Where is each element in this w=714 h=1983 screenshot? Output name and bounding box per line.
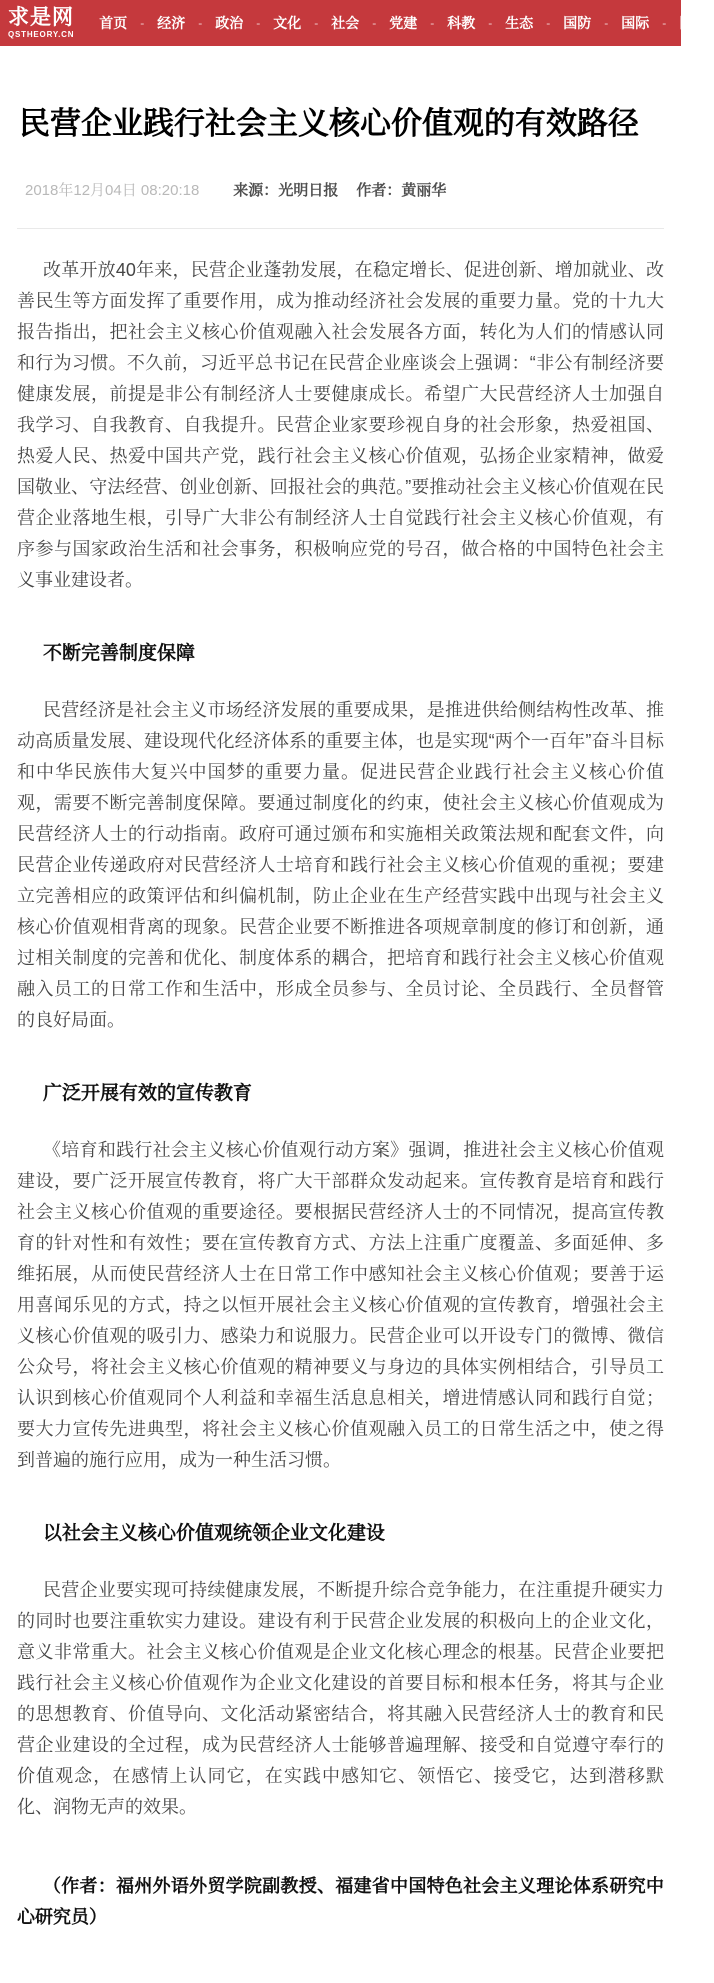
nav-separator: -: [140, 16, 145, 30]
site-logo-title: 求是网: [8, 6, 74, 29]
paragraph: 民营经济是社会主义市场经济发展的重要成果，是推进供给侧结构性改革、推动高质量发展、建设现代化经济体系的重要主体，也是实现“两个一百年”奋斗目标和中华民族伟大复兴中国梦的重要力量。促进民营企业践行社会主义核心价值观，需要不断完善制度保障。要通过制度化的约束，使社会主义核心价值观成为民营经济人士的行动指南。政府可通过颁布和实施相关政策法规和配套文件，向民营企业传递政府对民营经济人士培育和践行社会主义核心价值观的重视；要建立完善相应的政策评估和纠偏机制，防止企业在生产经营实践中出现与社会主义核心价值观相背离的现象。民营企业要不断推进各项规章制度的修订和创新，通过相关制度的完善和优化、制度体系的耦合，把培育和践行社会主义核心价值观融入员工的日常工作和生活中，形成全员参与、全员讨论、全员践行、全员督管的良好局面。: [17, 700, 664, 1030]
nav-separator: -: [546, 16, 551, 30]
article-section-system-guarantee: [17, 638, 664, 1036]
article-body: [17, 255, 664, 1933]
article-title: 民营企业践行社会主义核心价值观的有效路径: [19, 106, 639, 141]
meta-divider: [17, 228, 664, 229]
article-container: [0, 96, 681, 1983]
nav-item-society[interactable]: 社会: [331, 15, 360, 31]
article-section-corporate-culture: [17, 1518, 664, 1823]
paragraph: 《培育和践行社会主义核心价值观行动方案》强调，推进社会主义核心价值观建设，要广泛开展宣传教育，将广大干部群众发动起来。宣传教育是培育和践行社会主义核心价值观的重要途径。要根据民营经济人士的不同情况，提高宣传教育的针对性和有效性；要在宣传教育方式、方法上注重广度覆盖、多面延伸、多维拓展，从而使民营经济人士在日常工作中感知社会主义核心价值观；要善于运用喜闻乐见的方式，持之以恒开展社会主义核心价值观的宣传教育，增强社会主义核心价值观的吸引力、感染力和说服力。民营企业可以开设专门的微博、微信公众号，将社会主义核心价值观的精神要义与身边的具体实例相结合，引导员工认识到核心价值观同个人利益和幸福生活息息相关，增进情感认同和践行自觉；要大力宣传先进典型，将社会主义核心价值观融入员工的日常生活之中，使之得到普遍的施行应用，成为一种生活习惯。: [17, 1140, 664, 1470]
article-author: [356, 181, 446, 201]
nav-item-home[interactable]: 首页: [99, 15, 128, 31]
nav-separator: -: [314, 16, 319, 30]
section-heading: 广泛开展有效的宣传教育: [43, 1083, 253, 1104]
article-section-intro: [17, 255, 664, 596]
nav-separator: -: [662, 16, 667, 30]
paragraph: 改革开放40年来，民营企业蓬勃发展，在稳定增长、促进创新、增加就业、改善民生等方面发挥了重要作用，成为推动经济社会发展的重要力量。党的十九大报告指出，把社会主义核心价值观融入社会发展各方面，转化为人们的情感认同和行为习惯。不久前，习近平总书记在民营企业座谈会上强调：“非公有制经济要健康发展，前提是非公有制经济人士要健康成长。希望广大民营经济人士加强自我学习、自我教育、自我提升。民营企业家要珍视自身的社会形象，热爱祖国、热爱人民、热爱中国共产党，践行社会主义核心价值观，弘扬企业家精神，做爱国敬业、守法经营、创业创新、回报社会的典范。”要推动社会主义核心价值观在民营企业落地生根，引导广大非公有制经济人士自觉践行社会主义核心价值观，有序参与国家政治生活和社会事务，积极响应党的号召，做合格的中国特色社会主义事业建设者。: [17, 260, 664, 590]
publish-datetime: 2018年12月04日 08:20:18: [25, 182, 200, 199]
article-meta: [25, 181, 664, 201]
article-source: [233, 181, 338, 201]
article-section-publicity-education: [17, 1078, 664, 1476]
site-logo-subtitle: QSTHEORY.CN: [8, 30, 75, 39]
author-label: 作者：: [356, 182, 402, 199]
nav-separator: -: [488, 16, 493, 30]
source-value: 光明日报: [278, 182, 339, 199]
nav-item-politics[interactable]: 政治: [215, 15, 244, 31]
nav-item-defense[interactable]: 国防: [563, 15, 592, 31]
nav-separator: -: [604, 16, 609, 30]
nav-item-international[interactable]: 国际: [621, 15, 650, 31]
author-value: 黄丽华: [401, 182, 447, 199]
nav-separator: -: [430, 16, 435, 30]
nav-item-books[interactable]: 图书: [679, 15, 708, 31]
nav-item-ecology[interactable]: 生态: [505, 15, 534, 31]
paragraph: 民营企业要实现可持续健康发展，不断提升综合竞争能力，在注重提升硬实力的同时也要注重软实力建设。建设有利于民营企业发展的积极向上的企业文化，意义非常重大。社会主义核心价值观是企业文化核心理念的根基。民营企业要把践行社会主义核心价值观作为企业文化建设的首要目标和根本任务，将其与企业的思想教育、价值导向、文化活动紧密结合，将其融入民营经济人士的教育和民营企业建设的全过程，成为民营经济人士能够普遍理解、接受和自觉遵守奉行的价值观念，在感情上认同它，在实践中感知它、领悟它、接受它，达到潜移默化、润物无声的效果。: [17, 1580, 664, 1817]
nav-separator: -: [256, 16, 261, 30]
nav-item-party-building[interactable]: 党建: [389, 15, 418, 31]
main-nav: [92, 13, 714, 33]
nav-item-economy[interactable]: 经济: [157, 15, 186, 31]
nav-item-sci-edu[interactable]: 科教: [447, 15, 476, 31]
section-heading: 不断完善制度保障: [43, 643, 196, 664]
source-label: 来源：: [233, 182, 279, 199]
site-logo[interactable]: [8, 7, 74, 39]
author-note: （作者：福州外语外贸学院副教授、福建省中国特色社会主义理论体系研究中心研究员）: [17, 1876, 664, 1927]
nav-separator: -: [372, 16, 377, 30]
nav-separator: -: [198, 16, 203, 30]
site-header: [0, 0, 708, 46]
section-heading: 以社会主义核心价值观统领企业文化建设: [43, 1523, 386, 1544]
nav-item-culture[interactable]: 文化: [273, 15, 302, 31]
